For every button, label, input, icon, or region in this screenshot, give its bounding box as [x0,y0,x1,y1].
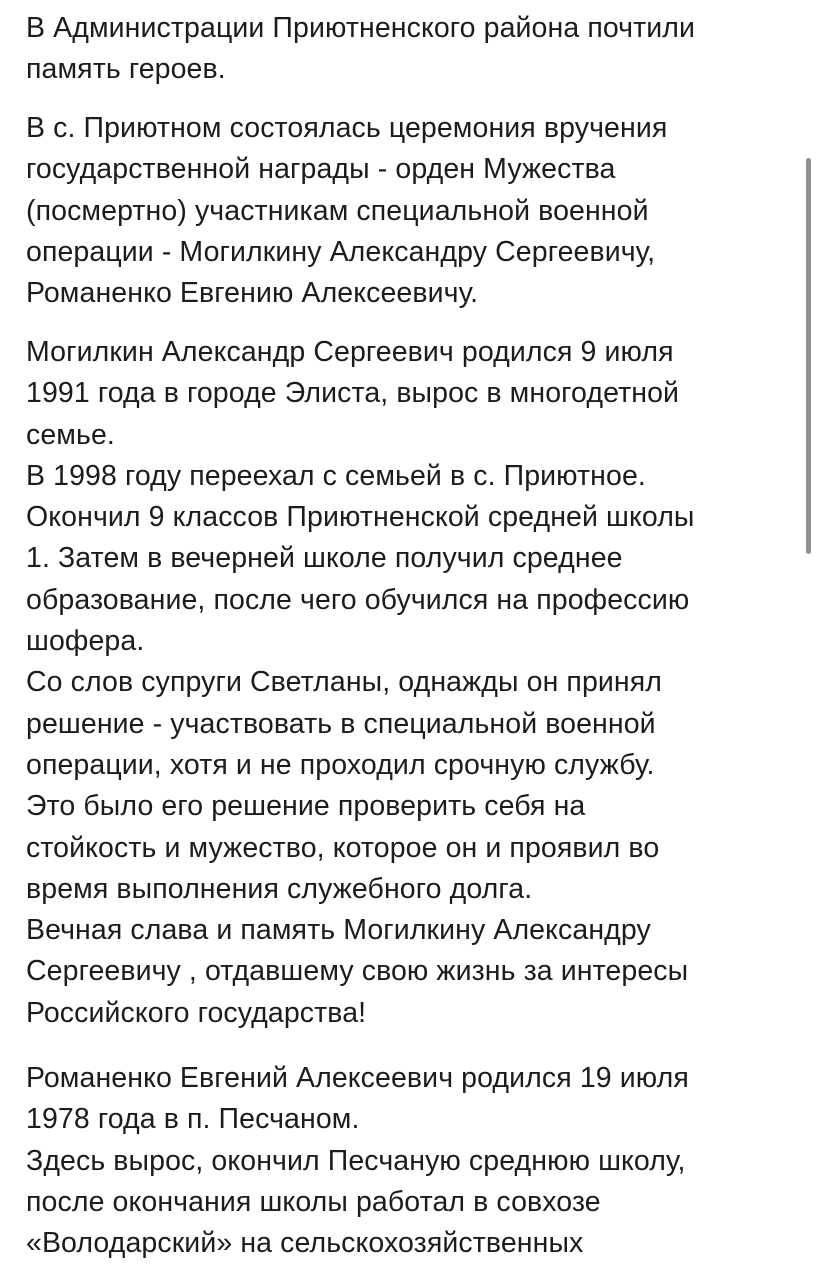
text-line: 1978 года в п. Песчаном. [26,1103,360,1136]
mogilkin-biography-paragraph [26,332,695,1034]
text-line: Могилкин Александр Сергеевич родился 9 июля [26,336,674,368]
text-line: Российского государства! [26,996,367,1029]
text-line: Романенко Евгению Алексеевичу. [26,277,479,310]
text-line: В Администрации Приютненского района почтили [26,12,696,44]
text-line: операции, хотя и не проходил срочную службу. [26,748,655,781]
text-line: Сергеевичу , отдавшему свою жизнь за интересы [26,955,689,988]
text-line: решение - участвовать в специальной военной [26,707,656,740]
romanenko-biography-paragraph [26,1058,689,1264]
text-line: шофера. [26,625,145,658]
post-heading-paragraph [26,8,695,91]
text-line: образование, после чего обучился на профессию [26,583,690,616]
ceremony-paragraph [26,108,667,314]
text-line: 1. Затем в вечерней школе получил среднее [26,542,623,575]
text-line: Романенко Евгений Алексеевич родился 19 июля [26,1062,689,1094]
text-line: Со слов супруги Светланы, однажды он принял [26,666,663,699]
text-line: (посмертно) участникам специальной военной [26,194,649,227]
text-line: Это было его решение проверить себя на [26,790,586,823]
text-line: время выполнения служебного долга. [26,872,533,905]
text-line: В с. Приютном состоялась церемония вручения [26,112,668,144]
text-line: Окончил 9 классов Приютненской средней школы [26,501,695,534]
vertical-scrollbar[interactable] [806,158,811,554]
text-line: память героев. [26,53,226,86]
text-line: семье. [26,418,115,451]
text-line: В 1998 году переехал с семьей в с. Приютное. [26,459,646,492]
text-line: государственной награды - орден Мужества [26,153,616,186]
text-line: 1991 года в городе Элиста, вырос в многодетной [26,377,680,410]
text-line: Вечная слава и память Могилкину Александру [26,914,651,947]
text-line: стойкость и мужество, которое он и проявил во [26,831,660,864]
text-line: после окончания школы работал в совхозе [26,1185,601,1218]
text-line: Здесь вырос, окончил Песчаную среднюю школу, [26,1144,686,1177]
text-line: «Володарский» на сельскохозяйственных [26,1227,584,1260]
text-line: операции - Могилкину Александру Сергеевичу, [26,235,656,268]
